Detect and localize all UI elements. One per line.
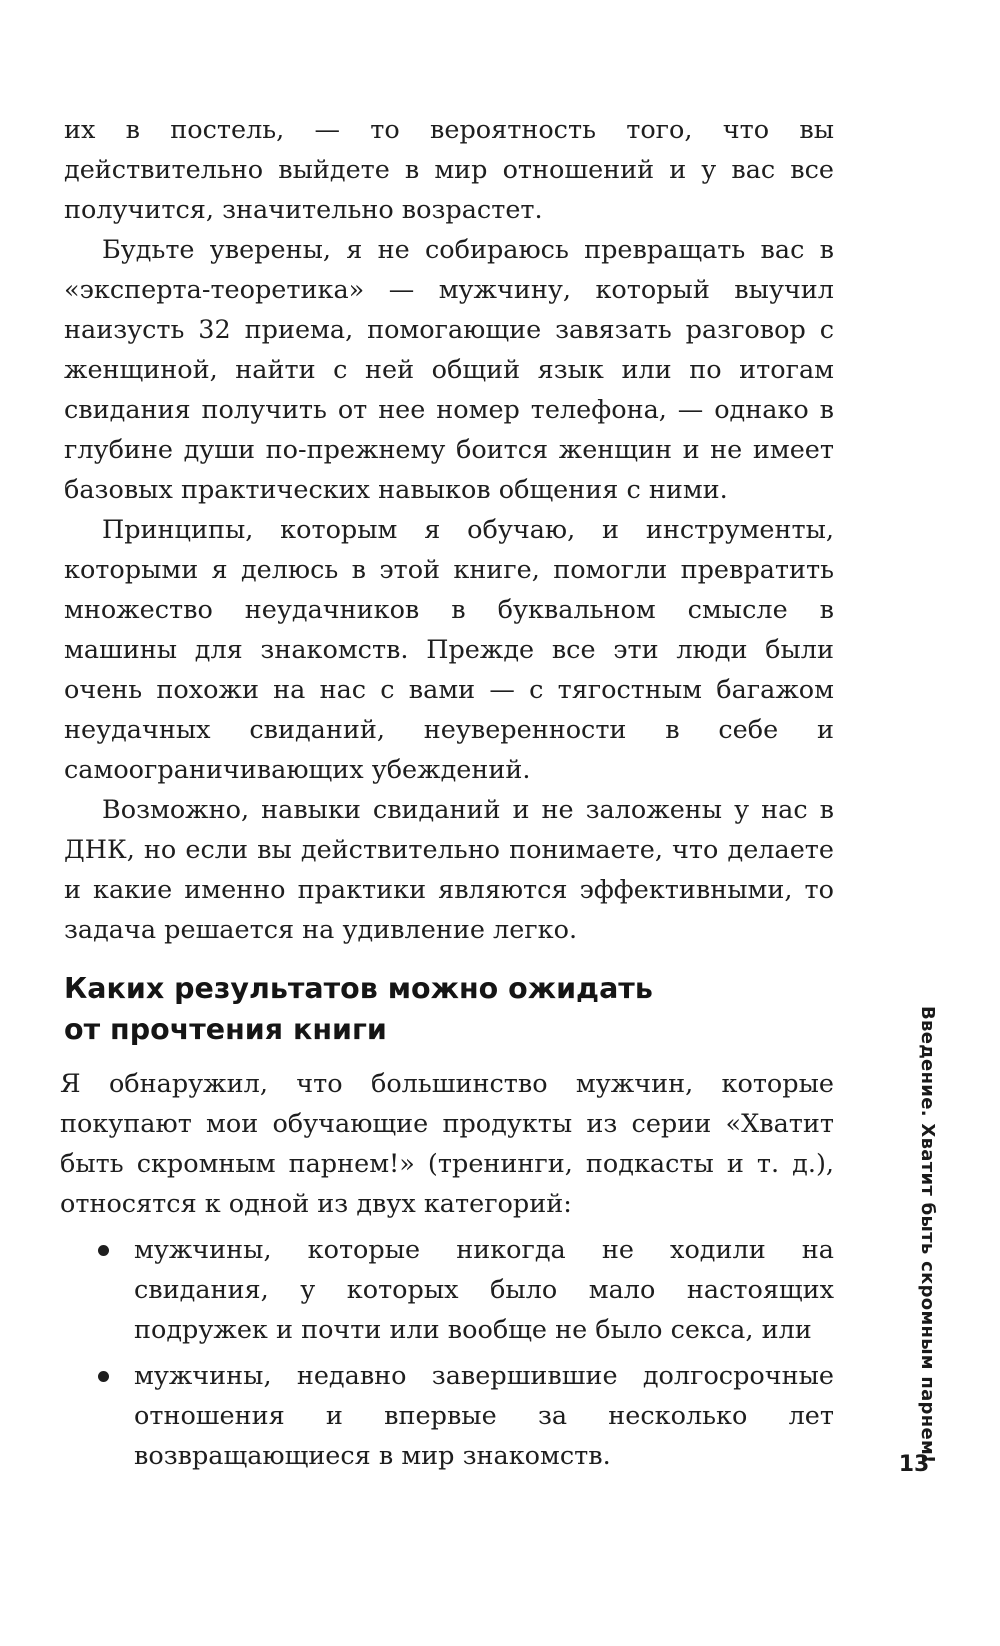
bullet-icon: [98, 1245, 109, 1256]
paragraph: Возможно, навыки свиданий и не заложены у нас в ДНК, но если вы действительно понимаете, что делаете и какие именно практики являются эффективными, то задача решается на удивление легко.: [64, 795, 834, 945]
list-item: [60, 1356, 834, 1476]
bullet-list: [60, 1230, 834, 1476]
list-item-text: мужчины, недавно завершившие долгосрочные отношения и впервые за несколько лет возвращающиеся в мир знакомств.: [134, 1361, 834, 1471]
section-intro: Я обнаружил, что большинство мужчин, которые покупают мои обучающие продукты из серии «Хватит быть скромным парнем!» (тренинги, подкасты и т. д.), относятся к одной из двух категорий:: [60, 1069, 834, 1219]
paragraph: Будьте уверены, я не собираюсь превращать вас в «эксперта-теоретика» — мужчину, который выучил наизусть 32 приема, помогающие завязать разговор с женщиной, найти с ней общий язык или по итогам свидания получить от нее номер телефона, — однако в глубине души по-прежнему боится женщин и не имеет базовых практических навыков общения с ними.: [64, 235, 834, 505]
bullet-icon: [98, 1371, 109, 1382]
paragraph: их в постель, — то вероятность того, что вы действительно выйдете в мир отношений и у вас все получится, значительно возрастет.: [64, 115, 834, 225]
list-item: [60, 1230, 834, 1350]
body-text: [64, 110, 834, 950]
running-head: Введение. Хватит быть скромным парнем!: [917, 1006, 938, 1464]
paragraph: Принципы, которым я обучаю, и инструменты, которыми я делюсь в этой книге, помогли превратить множество неудачников в буквальном смысле в машины для знакомств. Прежде все эти люди были очень похожи на нас с вами — с тягостным багажом неудачных свиданий, неуверенности в себе и самоограничивающих убеждений.: [64, 515, 834, 785]
list-item-text: мужчины, которые никогда не ходили на свидания, у которых было мало настоящих подружек и почти или вообще не было секса, или: [134, 1235, 834, 1345]
section-heading: [64, 968, 824, 1050]
section-heading-line: от прочтения книги: [64, 1013, 387, 1046]
section-body: [60, 1064, 834, 1482]
page-number: 13: [898, 1452, 930, 1477]
section-heading-line: Каких результатов можно ожидать: [64, 972, 653, 1005]
